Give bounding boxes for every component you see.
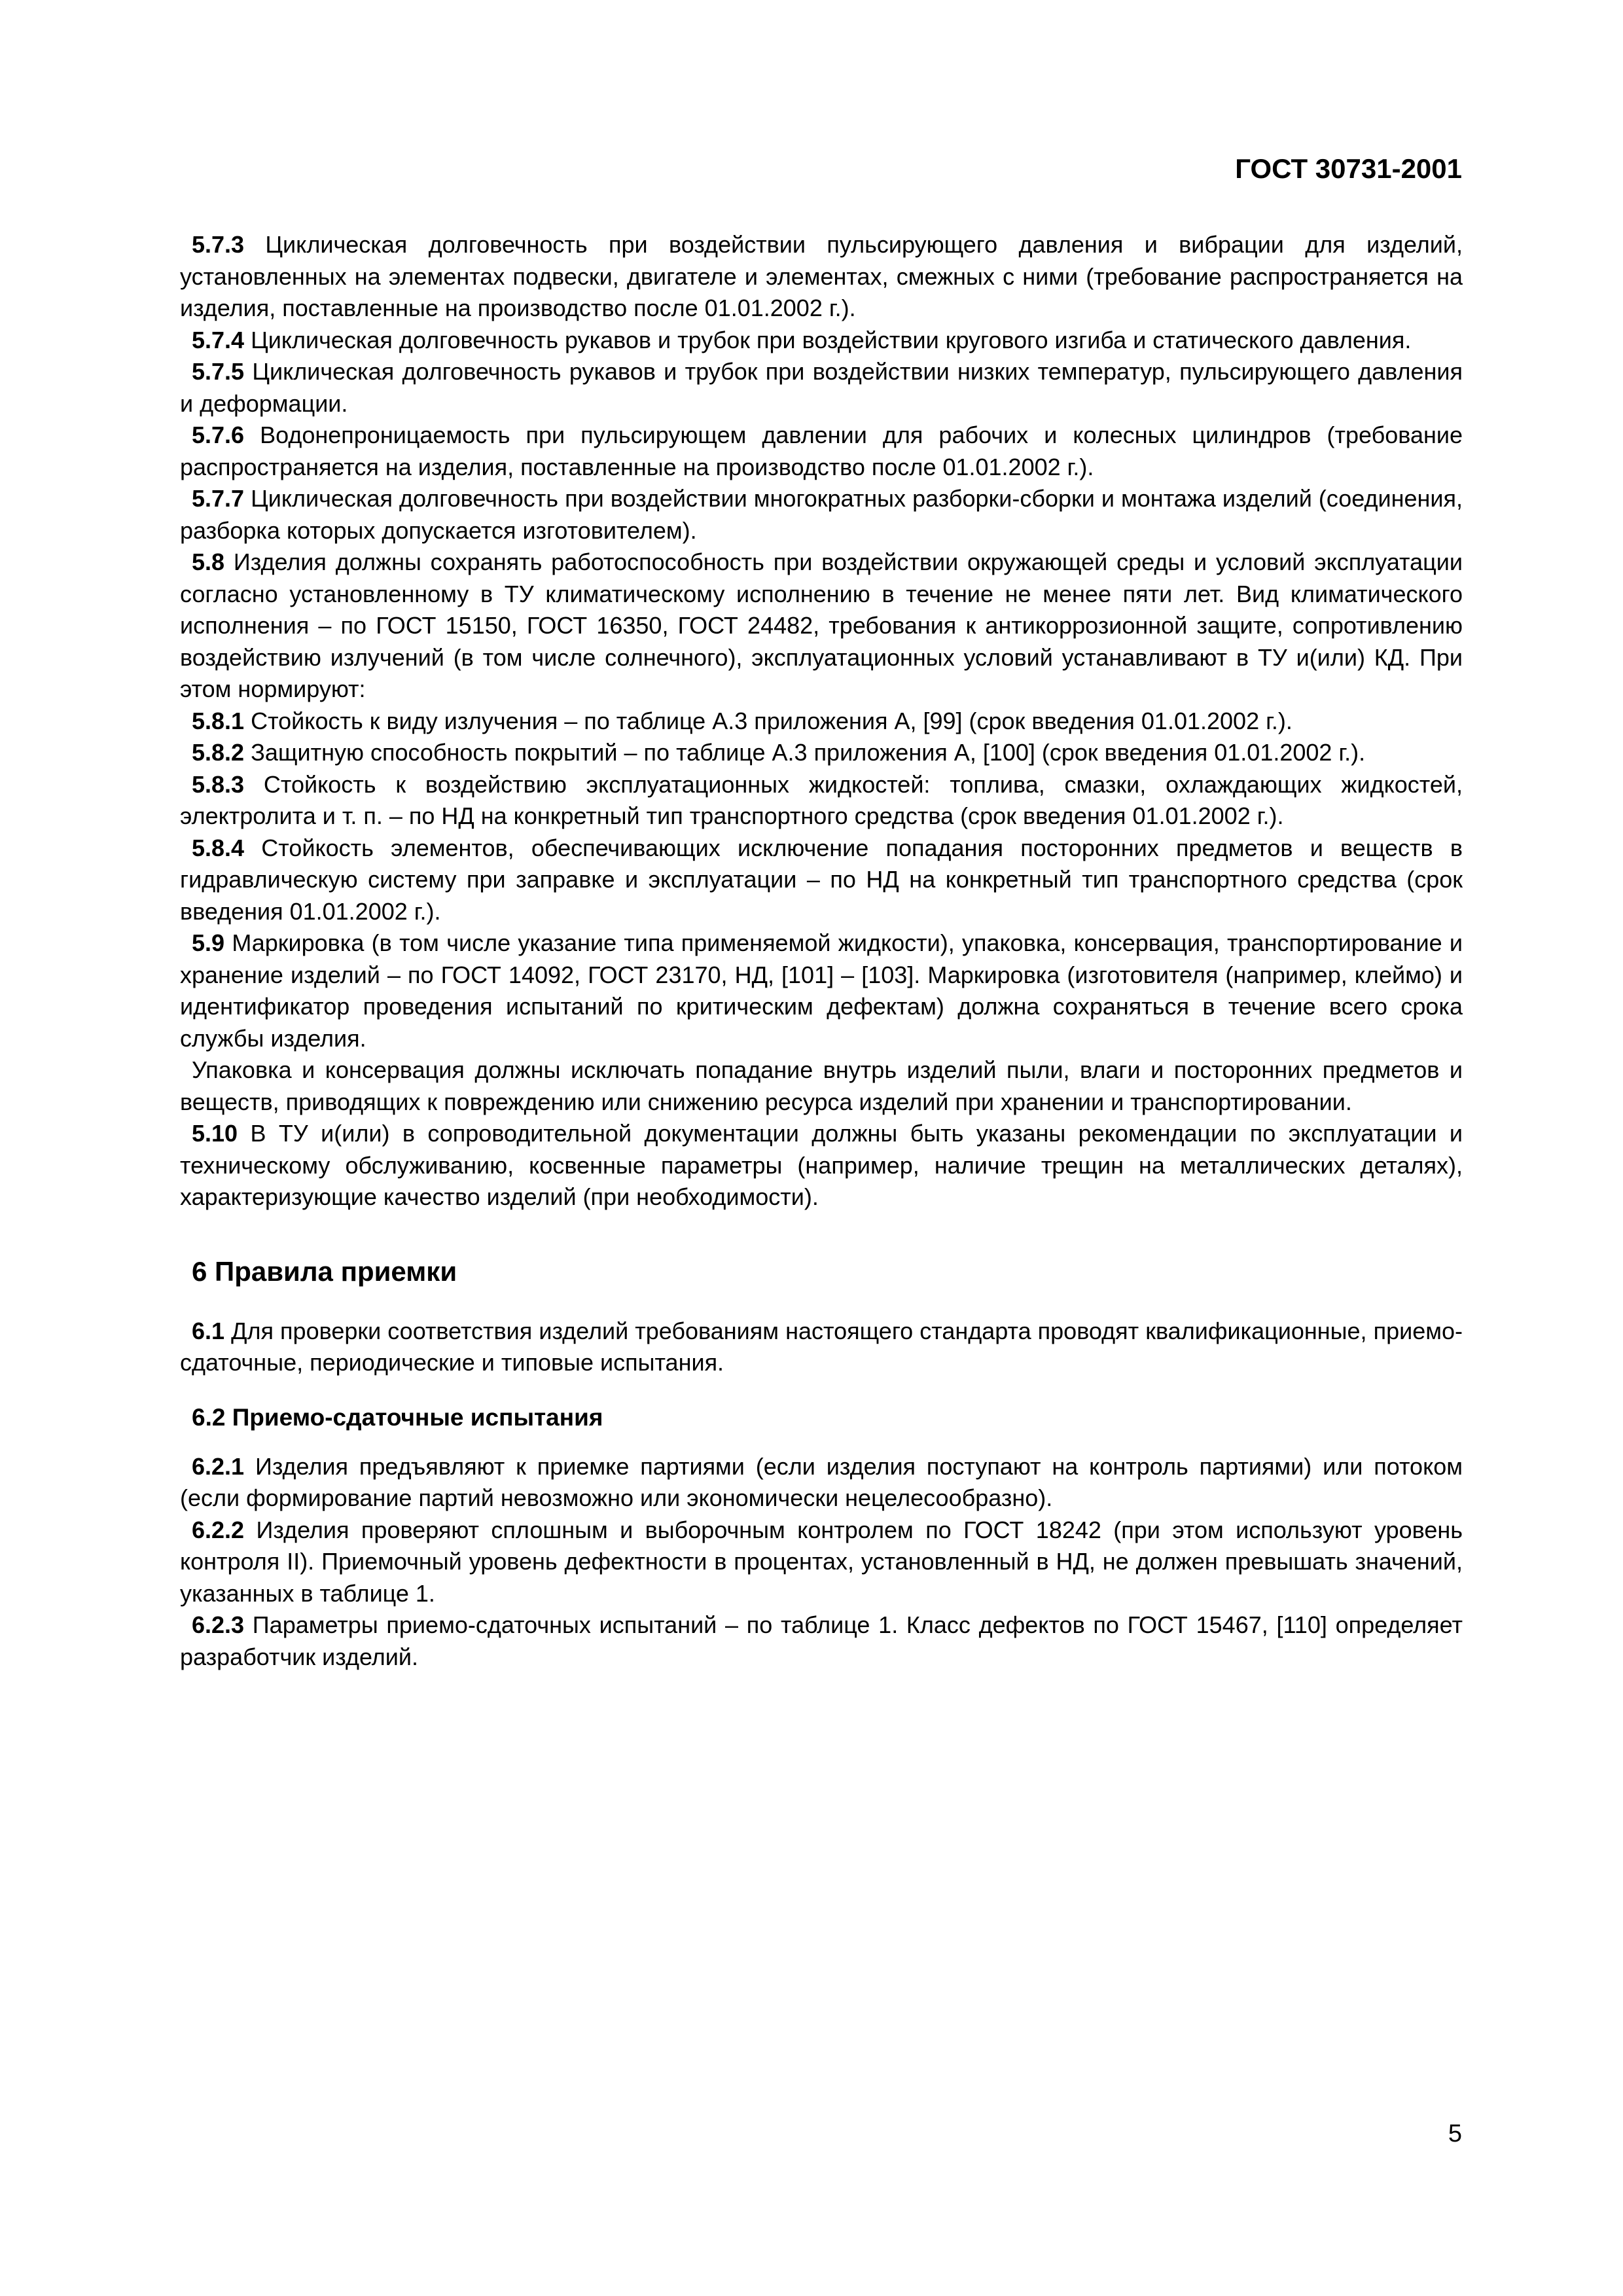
clause-text: Упаковка и консервация должны исключать попадание внутрь изделий пыли, влаги и посторонних предметов и веществ, приводящих к повреждению или снижению ресурса изделий при хранении и транспортировании. <box>180 1056 1463 1115</box>
clause-number: 5.7.4 <box>192 326 245 353</box>
clause-number: 6.2.1 <box>192 1452 245 1480</box>
clause-text: В ТУ и(или) в сопроводительной документации должны быть указаны рекомендации по эксплуатации и техническому обслуживанию, косвенные параметры (например, наличие трещин на металлических деталях), характеризующие качество изделий (при необходимости). <box>180 1120 1463 1210</box>
clause-6-2-3 <box>180 1609 1463 1673</box>
clause-number: 5.8.1 <box>192 707 245 734</box>
clause-number: 5.9 <box>192 929 225 956</box>
clause-number: 5.7.6 <box>192 422 245 448</box>
clause-6-1 <box>180 1316 1463 1379</box>
clause-5-7-7 <box>180 483 1463 547</box>
clause-number: 5.7.7 <box>192 485 245 512</box>
clause-5-8-3 <box>180 769 1463 833</box>
clause-number: 6.1 <box>192 1317 225 1344</box>
page-number: 5 <box>1448 2120 1462 2147</box>
clause-text: Защитную способность покрытий – по таблице А.3 приложения А, [100] (срок введения 01.01.2002 г.). <box>244 739 1366 766</box>
clause-text: Изделия должны сохранять работоспособность при воздействии окружающей среды и условий эксплуатации согласно установленному в ТУ климатическому исполнению в течение не менее пяти лет. Вид климатического исполнения – по ГОСТ 15150, ГОСТ 16350, ГОСТ 24482, требования к антикоррозионной защите, сопротивлению воздействию излучений (в том числе солнечного), эксплуатационных условий устанавливают в ТУ и(или) КД. При этом нормируют: <box>180 548 1463 702</box>
clause-5-8-4 <box>180 833 1463 928</box>
spacer <box>180 1379 1463 1401</box>
clause-number: 5.10 <box>192 1120 238 1147</box>
clause-number: 5.8.3 <box>192 770 245 798</box>
clause-text: Параметры приемо-сдаточных испытаний – по таблице 1. Класс дефектов по ГОСТ 15467, [110] определяет разработчик изделий. <box>180 1611 1463 1670</box>
clause-number: 5.8 <box>192 548 225 575</box>
clause-5-8 <box>180 547 1463 706</box>
clause-text: Изделия предъявляют к приемке партиями (если изделия поступают на контроль партиями) или потоком (если формирование партий невозможно или экономически нецелесообразно). <box>180 1452 1463 1511</box>
clause-5-9-packaging <box>180 1054 1463 1118</box>
page-body <box>180 229 1463 1673</box>
clause-text: Маркировка (в том числе указание типа применяемой жидкости), упаковка, консервация, транспортирование и хранение изделий – по ГОСТ 14092, ГОСТ 23170, НД, [101] – [103]. Маркировка (изготовителя (например, клеймо) и идентификатор проведения испытаний по критическим дефектам) должна сохраняться в течение всего срока службы изделия. <box>180 929 1463 1052</box>
clause-number: 5.7.5 <box>192 358 245 385</box>
clause-5-7-6 <box>180 420 1463 483</box>
clause-5-9 <box>180 927 1463 1054</box>
clause-6-2-2 <box>180 1515 1463 1610</box>
subsection-6-2-title: 6.2 Приемо-сдаточные испытания <box>192 1403 603 1431</box>
clause-text: Для проверки соответствия изделий требованиям настоящего стандарта проводят квалификационные, приемо-сдаточные, периодические и типовые испытания. <box>180 1317 1463 1376</box>
clause-text: Циклическая долговечность при воздействии многократных разборки-сборки и монтажа изделий (соединения, разборка которых допускается изготовителем). <box>180 485 1463 544</box>
clause-text: Стойкость к воздействию эксплуатационных жидкостей: топлива, смазки, охлаждающих жидкостей, электролита и т. п. – по НД на конкретный тип транспортного средства (срок введения 01.01.2002 г.). <box>180 770 1463 829</box>
clause-5-7-4 <box>180 325 1463 357</box>
clause-text: Стойкость элементов, обеспечивающих исключение попадания посторонних предметов и веществ в гидравлическую систему при заправке и эксплуатации – по НД на конкретный тип транспортного средства (срок введения 01.01.2002 г.). <box>180 834 1463 925</box>
clause-5-7-3 <box>180 229 1463 325</box>
clause-text: Циклическая долговечность при воздействии пульсирующего давления и вибрации для изделий, установленных на элементах подвески, двигателе и элементах, смежных с ними (требование распространяется на изделия, поставленные на производство после 01.01.2002 г.). <box>180 231 1463 321</box>
clause-number: 5.8.2 <box>192 739 245 766</box>
clause-5-7-5 <box>180 356 1463 420</box>
clause-text: Циклическая долговечность рукавов и трубок при воздействии низких температур, пульсирующего давления и деформации. <box>180 358 1463 417</box>
clause-6-2-1 <box>180 1451 1463 1515</box>
clause-5-10 <box>180 1118 1463 1213</box>
clause-text: Циклическая долговечность рукавов и трубок при воздействии кругового изгиба и статического давления. <box>244 326 1412 353</box>
clause-text: Стойкость к виду излучения – по таблице А.3 приложения А, [99] (срок введения 01.01.2002 г.). <box>244 707 1293 734</box>
clause-text: Водонепроницаемость при пульсирующем давлении для рабочих и колесных цилиндров (требование распространяется на изделия, поставленные на производство после 01.01.2002 г.). <box>180 422 1463 480</box>
clause-number: 6.2.3 <box>192 1611 245 1638</box>
clause-text: Изделия проверяют сплошным и выборочным контролем по ГОСТ 18242 (при этом используют уровень контроля II). Приемочный уровень дефектности в процентах, установленный в НД, не должен превышать значений, указанных в таблице 1. <box>180 1516 1463 1607</box>
spacer <box>180 1289 1463 1316</box>
section-6-title: 6 Правила приемки <box>192 1255 457 1287</box>
clause-5-8-1 <box>180 706 1463 738</box>
clause-number: 5.8.4 <box>192 834 245 861</box>
clause-number: 6.2.2 <box>192 1516 245 1543</box>
clause-5-8-2 <box>180 737 1463 769</box>
spacer <box>180 1213 1463 1254</box>
spacer <box>180 1434 1463 1451</box>
clause-number: 5.7.3 <box>192 231 245 258</box>
document-id-header: ГОСТ 30731-2001 <box>1235 153 1462 184</box>
